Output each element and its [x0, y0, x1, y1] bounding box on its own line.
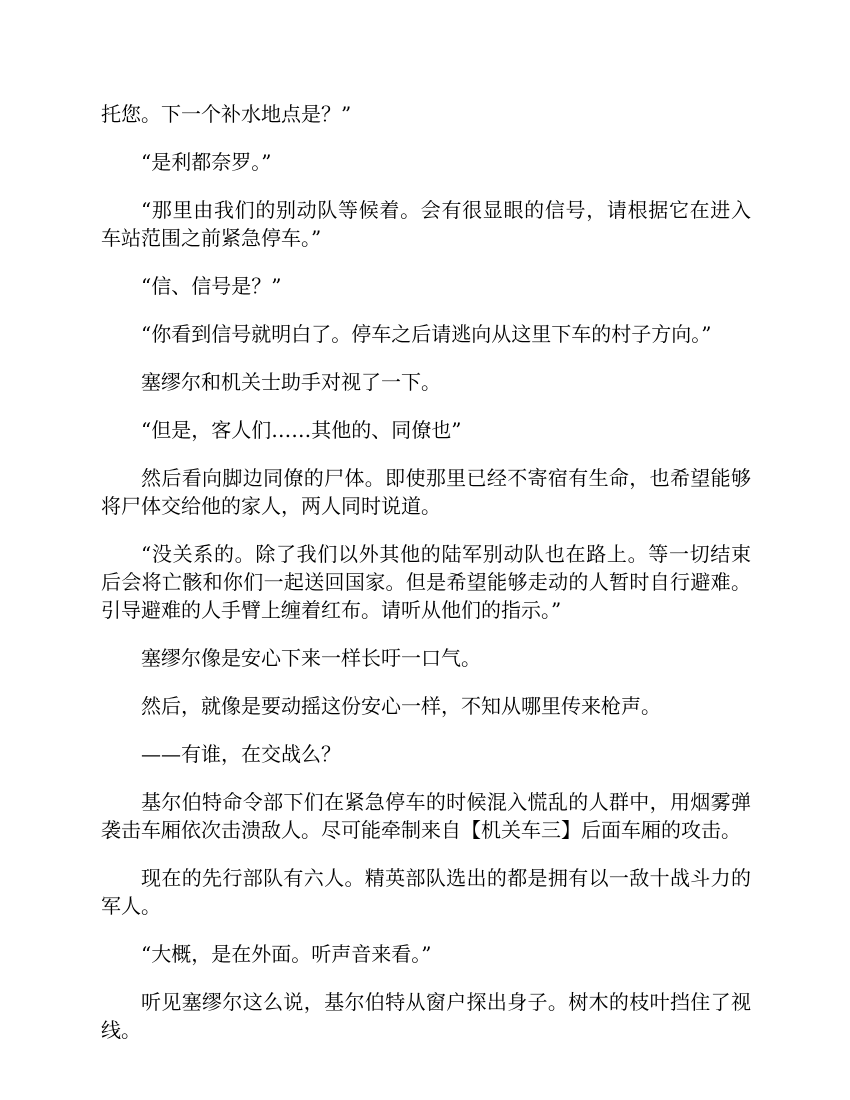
- paragraph: ——有谁，在交战么？: [141, 742, 341, 766]
- paragraph: 现在的先行部队有六人。精英部队选出的都是拥有以一敌十战斗力的军人。: [101, 866, 751, 918]
- paragraph: “没关系的。除了我们以外其他的陆军别动队也在路上。等一切结束后会将亡骸和你们一起送回国家。但是希望能够走动的人暂时自行避难。引导避难的人手臂上缠着红布。请听从他们的指示。”: [101, 542, 751, 622]
- paragraph: 塞缪尔和机关士助手对视了一下。: [141, 370, 441, 394]
- paragraph: 基尔伯特命令部下们在紧急停车的时候混入慌乱的人群中，用烟雾弹袭击车厢依次击溃敌人。尽可能牵制来自【机关车三】后面车厢的攻击。: [101, 790, 751, 842]
- document-page: [101, 100, 751, 1064]
- paragraph: 托您。下一个补水地点是？”: [101, 102, 352, 126]
- paragraph: 然后看向脚边同僚的尸体。即使那里已经不寄宿有生命，也希望能够将尸体交给他的家人，两人同时说道。: [101, 466, 751, 518]
- paragraph: 塞缪尔像是安心下来一样长吁一口气。: [141, 646, 481, 670]
- paragraph: 然后，就像是要动摇这份安心一样，不知从哪里传来枪声。: [141, 694, 661, 718]
- paragraph: 听见塞缪尔这么说，基尔伯特从窗户探出身子。树木的枝叶挡住了视线。: [101, 990, 751, 1042]
- paragraph: “那里由我们的别动队等候着。会有很显眼的信号，请根据它在进入车站范围之前紧急停车。”: [101, 198, 751, 250]
- paragraph: “是利都奈罗。”: [141, 150, 272, 174]
- paragraph: “大概，是在外面。听声音来看。”: [141, 942, 432, 966]
- paragraph: “信、信号是？”: [141, 274, 282, 298]
- paragraph: “但是，客人们……其他的、同僚也”: [141, 418, 462, 442]
- paragraph: “你看到信号就明白了。停车之后请逃向从这里下车的村子方向。”: [141, 322, 712, 346]
